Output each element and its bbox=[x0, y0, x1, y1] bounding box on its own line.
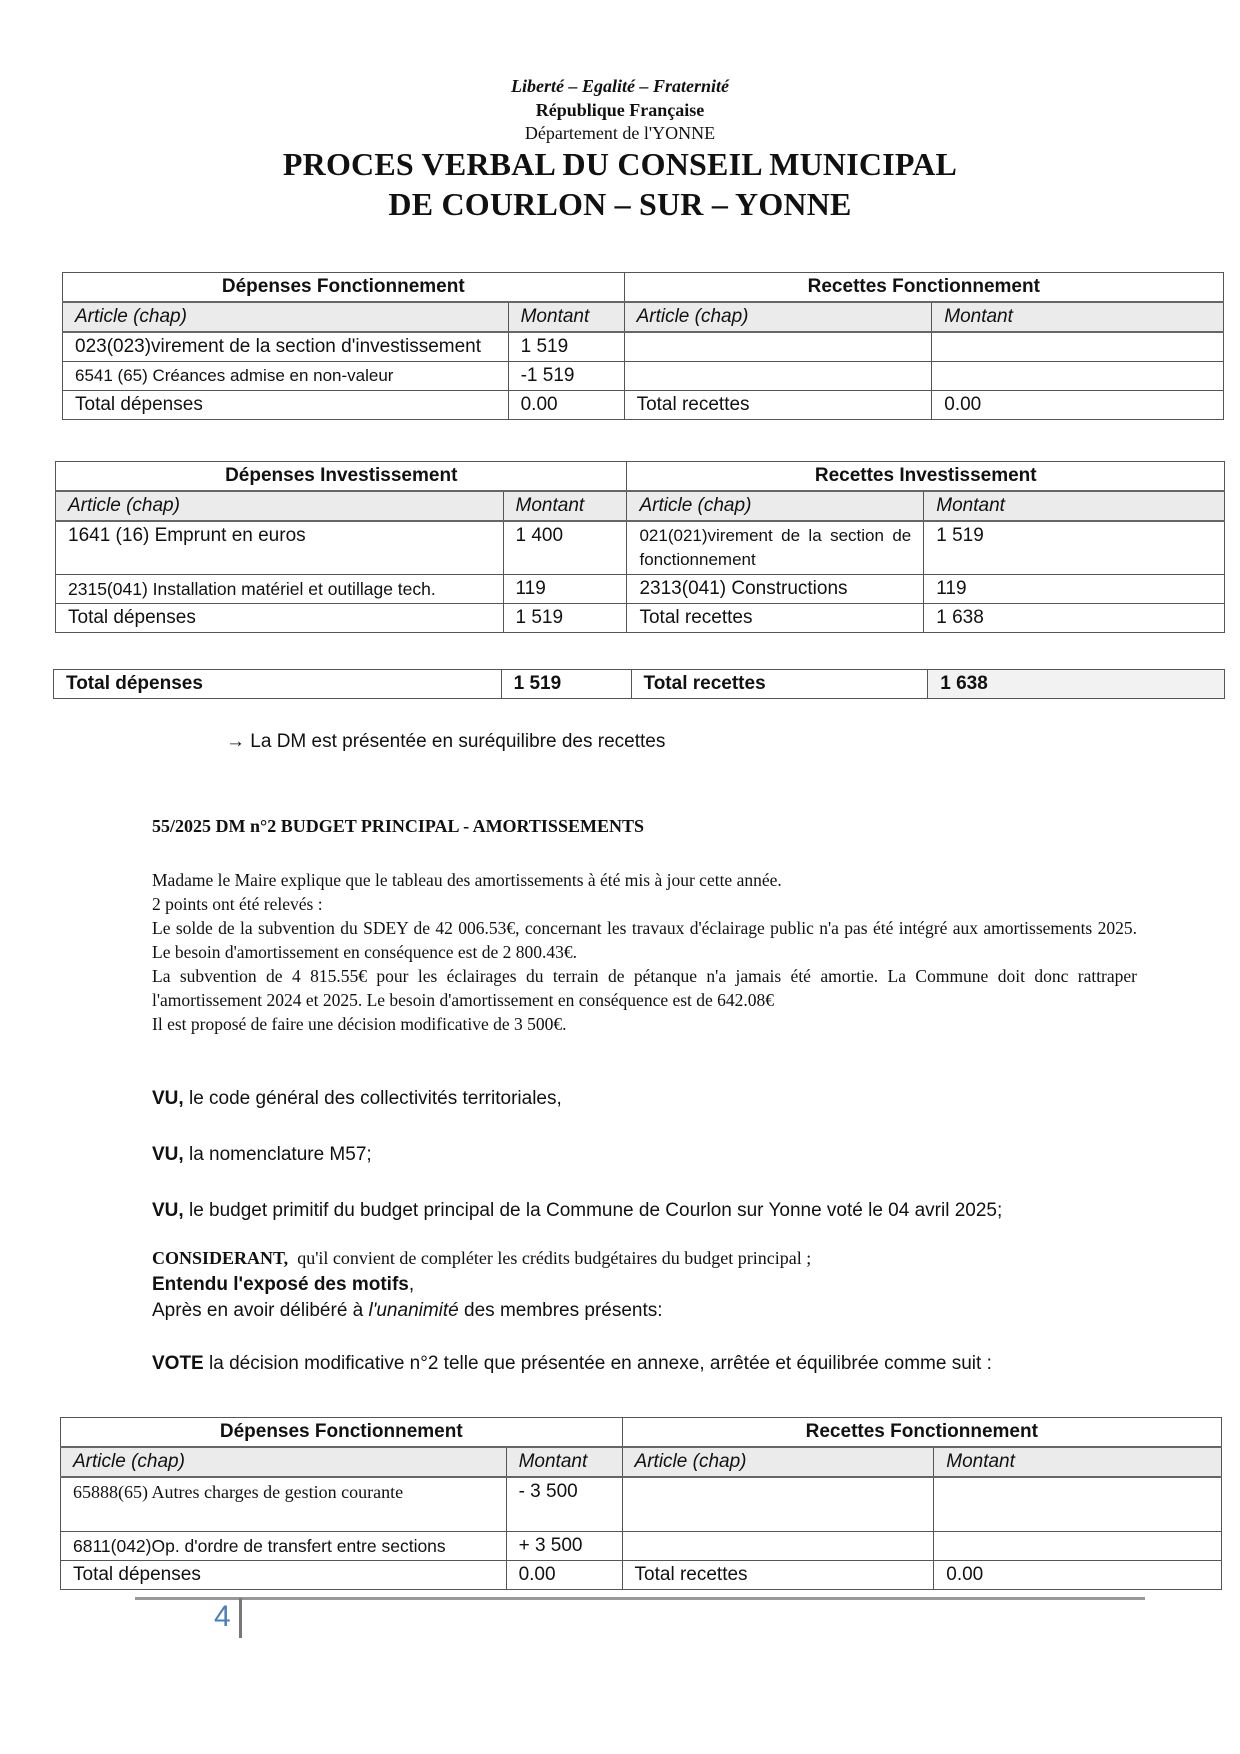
col-montant: Montant bbox=[924, 491, 1225, 521]
vu-prefix: VU, bbox=[152, 1200, 184, 1221]
balance-note: → La DM est présentée en suréquilibre des recettes bbox=[226, 731, 666, 752]
total-label: Total dépenses bbox=[61, 1560, 507, 1589]
total-amount: 0.00 bbox=[932, 391, 1224, 420]
grand-total-label: Total dépenses bbox=[54, 670, 502, 699]
table-row bbox=[56, 575, 1225, 604]
apres-before: Après en avoir délibéré à bbox=[152, 1300, 369, 1321]
considerant-prefix: CONSIDERANT, bbox=[152, 1248, 289, 1268]
grand-total-table bbox=[53, 669, 1225, 699]
vu-clause bbox=[152, 1144, 372, 1166]
total-row bbox=[61, 1560, 1222, 1589]
table-fonctionnement-2 bbox=[60, 1417, 1222, 1590]
article-cell: 021(021)virement de la section de fonctionnement bbox=[627, 521, 924, 575]
vu-clause bbox=[152, 1200, 1002, 1222]
paragraph-line: 2 points ont été relevés : bbox=[152, 894, 323, 914]
article-cell: 2313(041) Constructions bbox=[627, 575, 924, 604]
total-amount: 0.00 bbox=[506, 1560, 622, 1589]
vote-prefix: VOTE bbox=[152, 1353, 204, 1374]
table-row bbox=[61, 1477, 1222, 1531]
amount-cell: -1 519 bbox=[508, 362, 624, 391]
amount-cell bbox=[932, 332, 1224, 362]
grand-total-amount: 1 519 bbox=[501, 670, 631, 699]
article-cell: 1641 (16) Emprunt en euros bbox=[56, 521, 504, 575]
total-label: Total recettes bbox=[622, 1560, 934, 1589]
vu-prefix: VU, bbox=[152, 1088, 184, 1109]
table-column-head bbox=[56, 491, 1225, 521]
apres-after: des membres présents: bbox=[458, 1300, 663, 1321]
motto: Liberté – Egalité – Fraternité bbox=[511, 76, 729, 96]
table-section-head bbox=[56, 462, 1225, 492]
col-article: Article (chap) bbox=[624, 302, 932, 332]
total-label: Total dépenses bbox=[63, 391, 509, 420]
total-row bbox=[63, 391, 1224, 420]
article-cell: 6541 (65) Créances admise en non-valeur bbox=[63, 362, 509, 391]
table-section-head bbox=[63, 273, 1224, 303]
department-label: Département de l'YONNE bbox=[524, 123, 716, 143]
table-row bbox=[56, 521, 1225, 575]
article-cell bbox=[624, 362, 932, 391]
table-row bbox=[63, 362, 1224, 391]
right-section-title: Recettes Investissement bbox=[627, 462, 1225, 492]
page-number-divider bbox=[239, 1598, 242, 1638]
entendu-line bbox=[152, 1272, 811, 1298]
amount-cell: 1 400 bbox=[503, 521, 627, 575]
table-fonctionnement-1 bbox=[62, 272, 1224, 420]
grand-total-row bbox=[54, 670, 1225, 699]
considerant-block bbox=[152, 1245, 811, 1324]
paragraph-line: Madame le Maire explique que le tableau des amortissements à été mis à jour cette année. bbox=[152, 870, 782, 890]
table-row bbox=[61, 1531, 1222, 1560]
amount-cell: 1 519 bbox=[508, 332, 624, 362]
considerant-text: qu'il convient de compléter les crédits budgétaires du budget principal ; bbox=[288, 1248, 812, 1268]
vu-text: le code général des collectivités territoriales, bbox=[183, 1088, 562, 1109]
col-montant: Montant bbox=[506, 1447, 622, 1477]
col-montant: Montant bbox=[934, 1447, 1222, 1477]
page-title-line2: DE COURLON – SUR – YONNE bbox=[388, 186, 852, 222]
right-section-title: Recettes Fonctionnement bbox=[624, 273, 1223, 303]
entendu-rest: , bbox=[408, 1274, 415, 1295]
col-article: Article (chap) bbox=[63, 302, 509, 332]
total-amount: 1 638 bbox=[924, 604, 1225, 633]
amount-cell: 119 bbox=[503, 575, 627, 604]
grand-total-label: Total recettes bbox=[631, 670, 928, 699]
article-cell: 2315(041) Installation matériel et outillage tech. bbox=[56, 575, 504, 604]
total-amount: 0.00 bbox=[508, 391, 624, 420]
left-section-title: Dépenses Investissement bbox=[56, 462, 627, 492]
amount-cell: + 3 500 bbox=[506, 1531, 622, 1560]
document-header bbox=[0, 74, 1240, 224]
article-cell bbox=[622, 1477, 934, 1531]
vote-text: la décision modificative n°2 telle que présentée en annexe, arrêtée et équilibrée comme suit : bbox=[203, 1353, 992, 1374]
article-cell bbox=[624, 332, 932, 362]
article-cell bbox=[622, 1531, 934, 1560]
paragraph-line: Il est proposé de faire une décision modificative de 3 500€. bbox=[152, 1014, 567, 1034]
article-cell: 023(023)virement de la section d'investissement bbox=[63, 332, 509, 362]
grand-total-amount: 1 638 bbox=[928, 670, 1225, 699]
vu-prefix: VU, bbox=[152, 1144, 184, 1165]
vu-text: la nomenclature M57; bbox=[183, 1144, 372, 1165]
total-label: Total recettes bbox=[624, 391, 932, 420]
amount-cell: - 3 500 bbox=[506, 1477, 622, 1531]
total-label: Total recettes bbox=[627, 604, 924, 633]
table-row bbox=[63, 332, 1224, 362]
amount-cell: 1 519 bbox=[924, 521, 1225, 575]
paragraph-line: La subvention de 4 815.55€ pour les éclairages du terrain de pétanque n'a jamais été amortie. La Commune doit donc rattraper l'amortissement 2024 et 2025. Le besoin d'amortissement en conséquence est de 642.08€ bbox=[152, 966, 1137, 1010]
col-article: Article (chap) bbox=[622, 1447, 934, 1477]
apres-italic: l'unanimité bbox=[368, 1300, 459, 1321]
republic-label: République Française bbox=[535, 100, 705, 120]
total-label: Total dépenses bbox=[56, 604, 504, 633]
col-montant: Montant bbox=[932, 302, 1224, 332]
col-article: Article (chap) bbox=[56, 491, 504, 521]
left-section-title: Dépenses Fonctionnement bbox=[61, 1418, 623, 1448]
col-montant: Montant bbox=[503, 491, 627, 521]
considerant-line bbox=[152, 1245, 811, 1272]
table-section-head bbox=[61, 1418, 1222, 1448]
table-column-head bbox=[63, 302, 1224, 332]
page-title-line1: PROCES VERBAL DU CONSEIL MUNICIPAL bbox=[282, 146, 958, 182]
vu-text: le budget primitif du budget principal de la Commune de Courlon sur Yonne voté le 04 avril 2025; bbox=[183, 1200, 1003, 1221]
section-title: 55/2025 DM n°2 BUDGET PRINCIPAL - AMORTISSEMENTS bbox=[152, 816, 644, 836]
table-investissement bbox=[55, 461, 1225, 633]
left-section-title: Dépenses Fonctionnement bbox=[63, 273, 625, 303]
page-number: 4 bbox=[214, 1600, 231, 1633]
table-column-head bbox=[61, 1447, 1222, 1477]
article-cell: 65888(65) Autres charges de gestion courante bbox=[61, 1477, 507, 1531]
amount-cell bbox=[934, 1531, 1222, 1560]
total-row bbox=[56, 604, 1225, 633]
footer-divider bbox=[135, 1597, 1145, 1600]
explanation-paragraph bbox=[152, 868, 1137, 1036]
col-article: Article (chap) bbox=[61, 1447, 507, 1477]
amount-cell bbox=[932, 362, 1224, 391]
vote-line bbox=[152, 1353, 992, 1375]
col-montant: Montant bbox=[508, 302, 624, 332]
entendu-bold: Entendu l'exposé des motifs bbox=[152, 1274, 409, 1295]
amount-cell bbox=[934, 1477, 1222, 1531]
total-amount: 1 519 bbox=[503, 604, 627, 633]
apres-line bbox=[152, 1298, 811, 1324]
total-amount: 0.00 bbox=[934, 1560, 1222, 1589]
paragraph-line: Le solde de la subvention du SDEY de 42 006.53€, concernant les travaux d'éclairage public n'a pas été intégré aux amortissements 2025. Le besoin d'amortissement en conséquence est de 2 800.43€. bbox=[152, 918, 1137, 962]
col-article: Article (chap) bbox=[627, 491, 924, 521]
amount-cell: 119 bbox=[924, 575, 1225, 604]
right-section-title: Recettes Fonctionnement bbox=[622, 1418, 1221, 1448]
article-cell: 6811(042)Op. d'ordre de transfert entre sections bbox=[61, 1531, 507, 1560]
vu-clause bbox=[152, 1088, 562, 1110]
